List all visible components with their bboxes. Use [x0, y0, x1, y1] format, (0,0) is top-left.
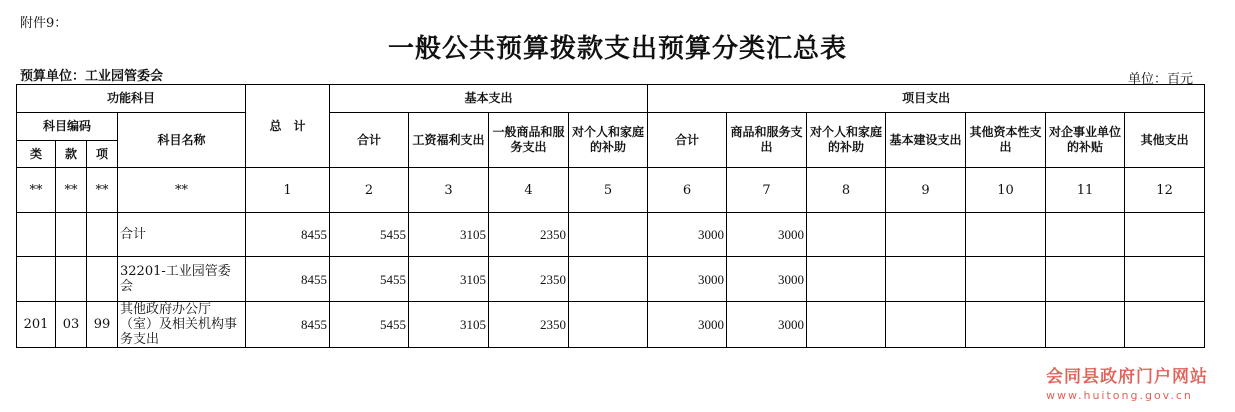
value-cell: 3105: [409, 213, 489, 257]
table-row: [17, 302, 1205, 348]
index-cell: **: [17, 168, 56, 213]
value-cell: 3000: [648, 257, 727, 302]
header-capital-construction: 基本建设支出: [886, 113, 966, 168]
index-cell: **: [118, 168, 246, 213]
index-cell: 8: [807, 168, 886, 213]
kuan-cell: [56, 257, 87, 302]
value-cell: [569, 302, 648, 348]
value-cell: [1046, 257, 1125, 302]
value-cell: [807, 302, 886, 348]
header-goods-services: 一般商品和服务支出: [489, 113, 569, 168]
value-cell: 3000: [727, 257, 807, 302]
index-cell: 5: [569, 168, 648, 213]
value-cell: 8455: [246, 213, 330, 257]
lei-cell: [17, 213, 56, 257]
header-project-expense: 项目支出: [648, 85, 1205, 113]
value-cell: [1125, 213, 1205, 257]
value-cell: [886, 257, 966, 302]
budget-unit-label: 预算单位：工业园管委会: [20, 69, 164, 84]
value-cell: 2350: [489, 257, 569, 302]
budget-table: [16, 84, 1205, 348]
value-cell: 5455: [330, 257, 409, 302]
subject-name-cell: 其他政府办公厅（室）及相关机构事务支出: [118, 302, 246, 348]
index-cell: 10: [966, 168, 1046, 213]
watermark-url: www.huitong.gov.cn: [1046, 389, 1193, 402]
value-cell: [1046, 213, 1125, 257]
index-cell: 2: [330, 168, 409, 213]
value-cell: 3000: [648, 302, 727, 348]
index-cell: 1: [246, 168, 330, 213]
header-project-total: 合计: [648, 113, 727, 168]
header-row-2: [17, 113, 1205, 141]
index-cell: 6: [648, 168, 727, 213]
page-title: 一般公共预算拨款支出预算分类汇总表: [387, 34, 847, 64]
value-cell: 5455: [330, 302, 409, 348]
index-cell: 11: [1046, 168, 1125, 213]
header-kuan: 款: [56, 141, 87, 168]
value-cell: [569, 213, 648, 257]
subject-name-cell: 合计: [118, 213, 246, 257]
value-cell: [886, 213, 966, 257]
value-cell: 3000: [727, 213, 807, 257]
header-basic-total: 合计: [330, 113, 409, 168]
xiang-cell: 99: [87, 302, 118, 348]
index-cell: 7: [727, 168, 807, 213]
header-project-personal-subsidy: 对个人和家庭的补助: [807, 113, 886, 168]
header-other-expense: 其他支出: [1125, 113, 1205, 168]
value-cell: [966, 302, 1046, 348]
value-cell: 8455: [246, 257, 330, 302]
header-enterprise-subsidy: 对企事业单位的补贴: [1046, 113, 1125, 168]
header-xiang: 项: [87, 141, 118, 168]
header-subject-code: 科目编码: [17, 113, 118, 141]
value-cell: 3000: [727, 302, 807, 348]
header-project-goods-services: 商品和服务支出: [727, 113, 807, 168]
attachment-label: 附件9：: [20, 16, 68, 31]
value-cell: 2350: [489, 213, 569, 257]
value-cell: [966, 257, 1046, 302]
header-personal-subsidy: 对个人和家庭的补助: [569, 113, 648, 168]
watermark-site-name: 会同县政府门户网站: [1046, 367, 1208, 387]
index-cell: 3: [409, 168, 489, 213]
subject-name-cell: 32201-工业园管委会: [118, 257, 246, 302]
lei-cell: 201: [17, 302, 56, 348]
index-cell: 4: [489, 168, 569, 213]
xiang-cell: [87, 213, 118, 257]
index-row: [17, 168, 1205, 213]
value-cell: [886, 302, 966, 348]
value-cell: 8455: [246, 302, 330, 348]
value-cell: 5455: [330, 213, 409, 257]
index-cell: **: [56, 168, 87, 213]
header-lei: 类: [17, 141, 56, 168]
value-cell: 3105: [409, 302, 489, 348]
table-row: [17, 213, 1205, 257]
index-cell: 12: [1125, 168, 1205, 213]
kuan-cell: [56, 213, 87, 257]
header-salary-welfare: 工资福利支出: [409, 113, 489, 168]
value-cell: [1125, 302, 1205, 348]
header-function-subject: 功能科目: [17, 85, 246, 113]
kuan-cell: 03: [56, 302, 87, 348]
value-cell: 3105: [409, 257, 489, 302]
value-cell: [569, 257, 648, 302]
value-cell: 2350: [489, 302, 569, 348]
lei-cell: [17, 257, 56, 302]
value-cell: [807, 257, 886, 302]
header-total: 总 计: [246, 85, 330, 168]
value-cell: [1046, 302, 1125, 348]
value-cell: [966, 213, 1046, 257]
header-subject-name: 科目名称: [118, 113, 246, 168]
value-cell: 3000: [648, 213, 727, 257]
header-basic-expense: 基本支出: [330, 85, 648, 113]
xiang-cell: [87, 257, 118, 302]
site-watermark: [1046, 362, 1208, 402]
value-cell: [1125, 257, 1205, 302]
header-row-1: [17, 85, 1205, 113]
value-cell: [807, 213, 886, 257]
index-cell: 9: [886, 168, 966, 213]
header-other-capital: 其他资本性支出: [966, 113, 1046, 168]
table-row: [17, 257, 1205, 302]
index-cell: **: [87, 168, 118, 213]
currency-unit-label: 单位：百元: [1128, 72, 1194, 87]
